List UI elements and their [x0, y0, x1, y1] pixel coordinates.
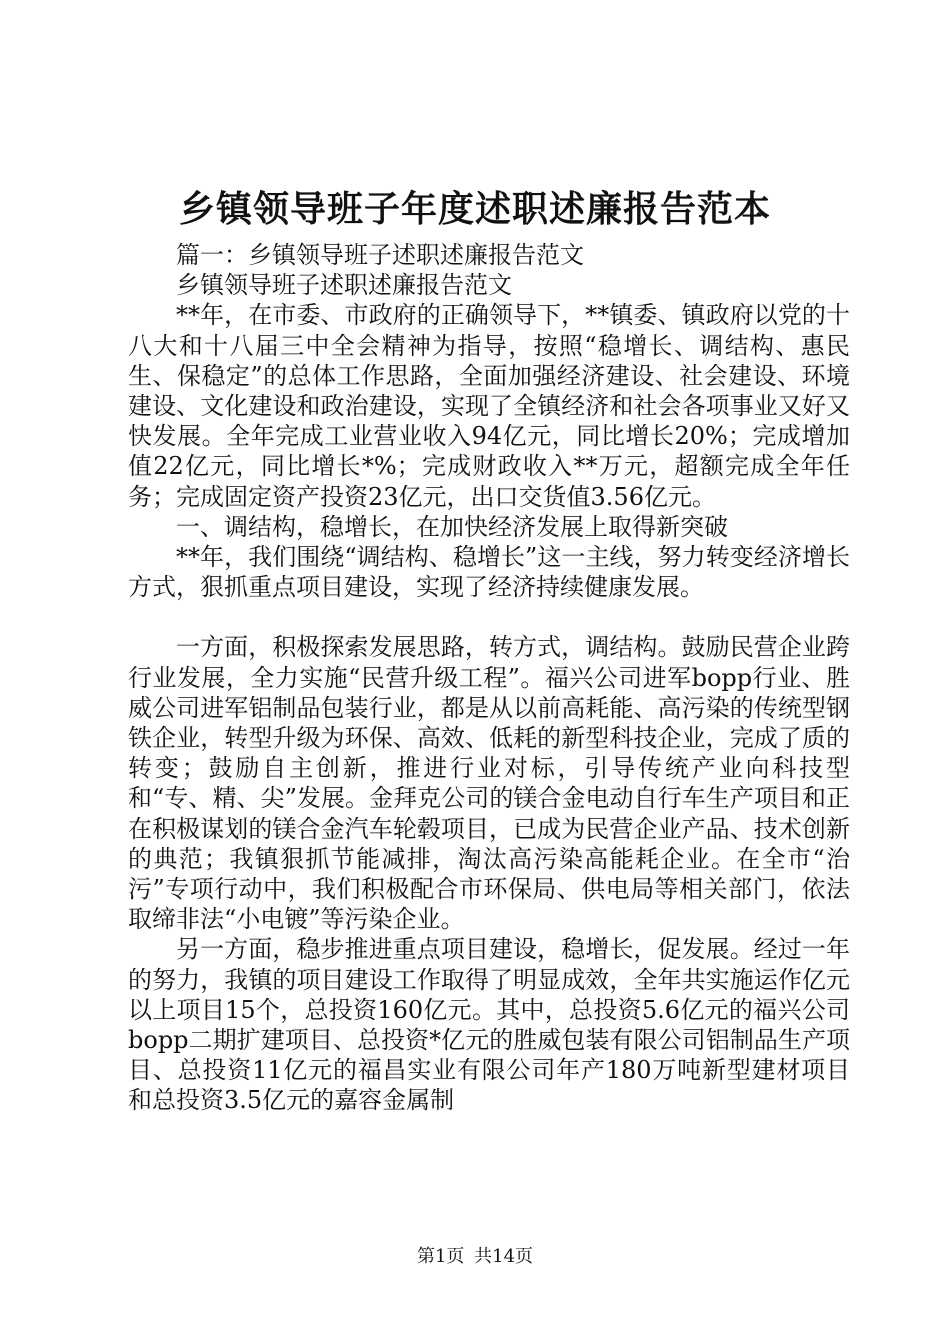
paragraph-heading-1: 一、调结构，稳增长，在加快经济发展上取得新突破: [176, 512, 728, 541]
paragraph-subtitle: 乡镇领导班子述职述廉报告范文: [176, 271, 512, 300]
page-total: 共14页: [474, 1246, 534, 1267]
document-body: [128, 240, 850, 1116]
paragraph-summary: **年，我们围绕“调结构、稳增长”这一主线，努力转变经济增长方式，狠抓重点项目建设，实现了经济持续健康发展。: [128, 543, 850, 602]
paragraph-first-aspect: 一方面，积极探索发展思路，转方式，调结构。鼓励民营企业跨行业发展，全力实施“民营升级工程”。福兴公司进军bopp行业、胜威公司进军铝制品包装行业，都是从以前高耗能、高污染的传统型钢铁企业，转型升级为环保、高效、低耗的新型科技企业，完成了质的转变；鼓励自主创新，推进行业对标，引导传统产业向科技型和“专、精、尖”发展。金拜克公司的镁合金电动自行车生产项目和正在积极谋划的镁合金汽车轮毂项目，已成为民营企业产品、技术创新的典范；我镇狠抓节能减排，淘汰高污染高能耗企业。在全市“治污”专项行动中，我们积极配合市环保局、供电局等相关部门，依法取缔非法“小电镀”等污染企业。: [128, 633, 850, 934]
paragraph-intro: **年，在市委、市政府的正确领导下，**镇委、镇政府以党的十八大和十八届三中全会精神为指导，按照“稳增长、调结构、惠民生、保稳定”的总体工作思路，全面加强经济建设、社会建设、环境建设、文化建设和政治建设，实现了全镇经济和社会各项事业又好又快发展。全年完成工业营业收入94亿元，同比增长20%；完成增加值22亿元，同比增长*%；完成财政收入**万元，超额完成全年任务；完成固定资产投资23亿元，出口交货值3.56亿元。: [128, 301, 850, 511]
page-number: 第1页: [416, 1246, 465, 1267]
page-footer: [0, 1246, 950, 1268]
paragraph-section-heading: 篇一：乡镇领导班子述职述廉报告范文: [176, 241, 584, 269]
paragraph-second-aspect: 另一方面，稳步推进重点项目建设，稳增长，促发展。经过一年的努力，我镇的项目建设工作取得了明显成效，全年共实施运作亿元以上项目15个，总投资160亿元。其中，总投资5.6亿元的福兴公司bopp二期扩建项目、总投资*亿元的胜威包装有限公司铝制品生产项目、总投资11亿元的福昌实业有限公司年产180万吨新型建材项目和总投资3.5亿元的嘉容金属制: [128, 935, 850, 1115]
document-title: 乡镇领导班子年度述职述廉报告范本: [178, 188, 771, 230]
